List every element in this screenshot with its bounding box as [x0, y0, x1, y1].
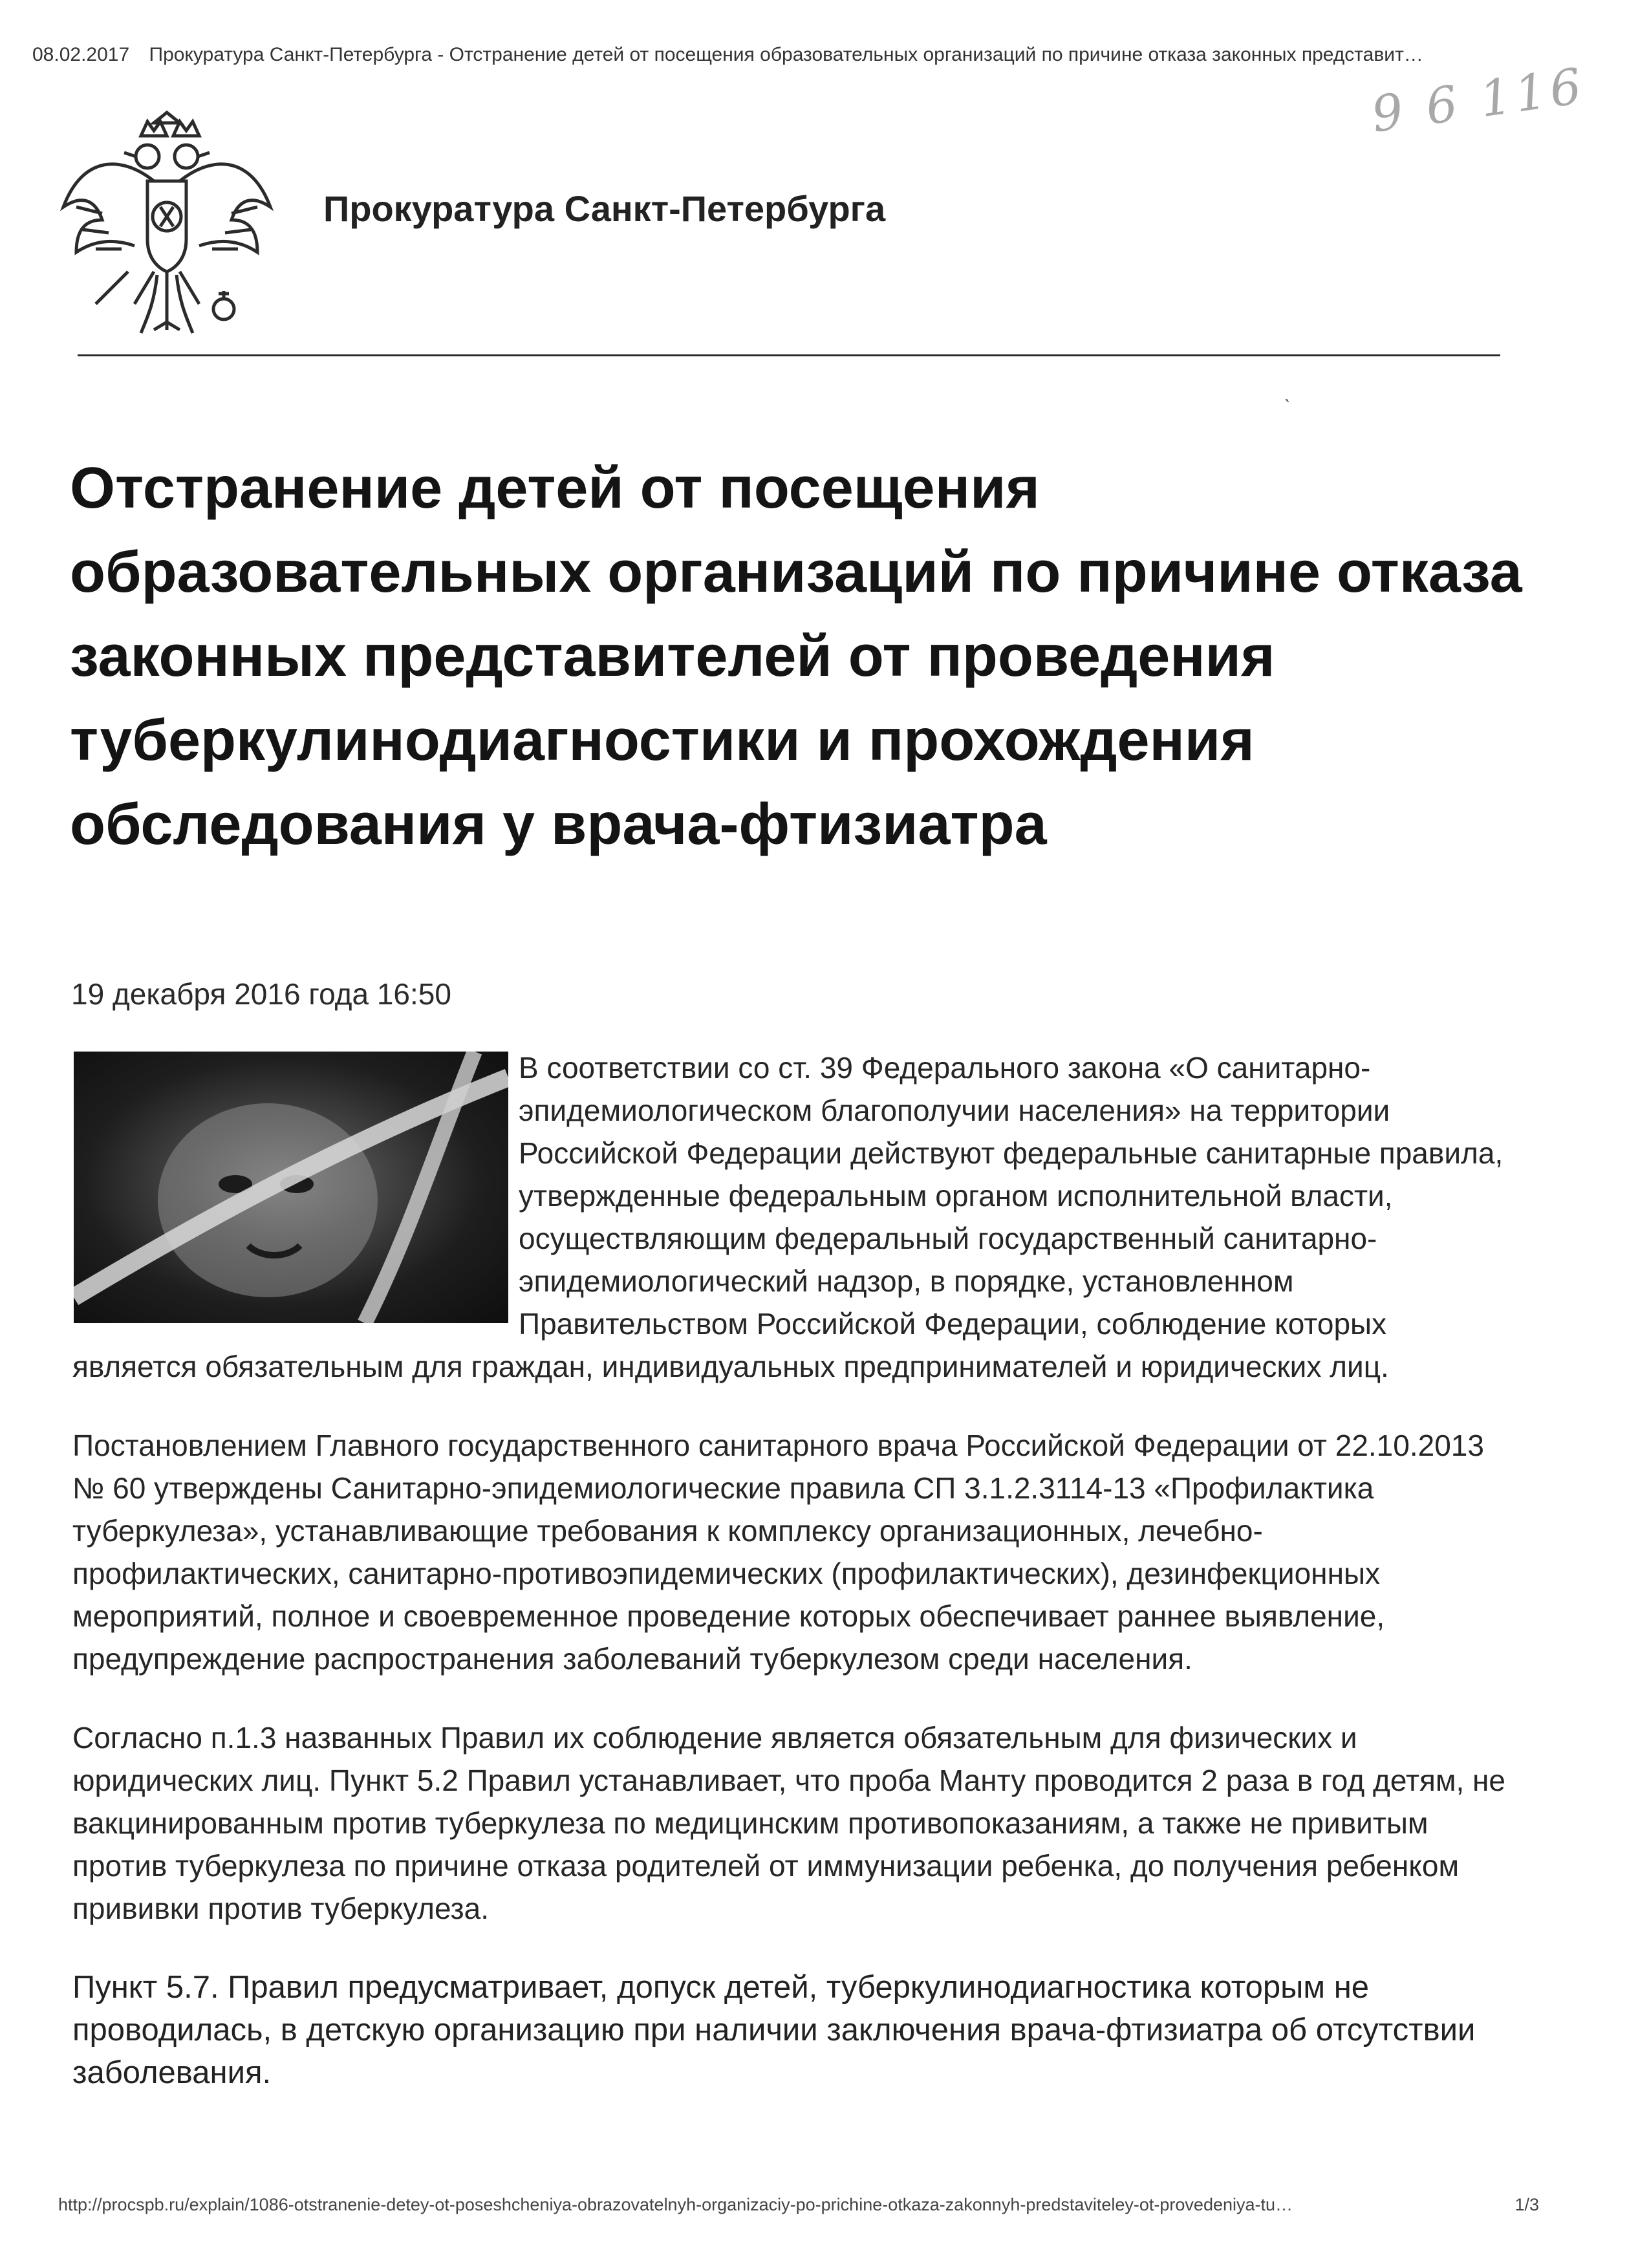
- article-paragraph-1: [72, 1046, 1514, 1388]
- print-header: [32, 44, 1520, 66]
- header-divider: [78, 354, 1500, 356]
- article-body: [72, 1046, 1514, 2130]
- page-url: http://procspb.ru/explain/1086-otstranenie-detey-ot-poseshcheniya-obrazovatelnyh-organizaciy-po-prichine-otkaza-zakonnyh-predstaviteley-ot-provedeniya-tu…: [58, 2195, 1293, 2214]
- print-footer: [58, 2195, 1539, 2219]
- double-headed-eagle-icon: [57, 110, 277, 343]
- article-paragraph-3: Согласно п.1.3 названных Правил их соблюдение является обязательным для физических и юридических лиц. Пункт 5.2 Правил устанавливает, что проба Манту проводится 2 раза в год детям, не вакцинированным против туберкулеза по медицинским противопоказаниям, а также не привитым против туберкулеза по причине отказа родителей от иммунизации ребенка, до получения ребенком прививки против туберкулеза.: [72, 1721, 1506, 1925]
- site-name: Прокуратура Санкт-Петербурга: [323, 188, 886, 229]
- article-date: 19 декабря 2016 года 16:50: [71, 977, 451, 1011]
- page-number: 1/3: [1514, 2195, 1539, 2214]
- photo-placeholder: [72, 1046, 519, 1324]
- article-paragraph-4: Пункт 5.7. Правил предусматривает, допуск детей, туберкулинодиагностика которым не проводилась, в детскую организацию при наличии заключения врача-фтизиатра об отсутствии заболевания.: [72, 1970, 1476, 2090]
- article-paragraph-1-text: В соответствии со ст. 39 Федерального закона «О санитарно-эпидемиологическом благополучии населения» на территории Российской Федерации действуют федеральные санитарные правила, утвержденные федеральным органом исполнительной власти, осуществляющим федеральный государственный санитарно-эпидемиологический надзор, в порядке, установленном Правительством Российской Федерации, соблюдение которых является обязательным для граждан, индивидуальных предпринимателей и юридических лиц.: [72, 1051, 1503, 1383]
- handwritten-note: 9 6 116: [1368, 56, 1589, 144]
- print-date: 08.02.2017: [32, 44, 130, 65]
- print-page-title: Прокуратура Санкт-Петербурга - Отстранение детей от посещения образовательных организаций по причине отказа законных представит…: [149, 44, 1423, 65]
- article-paragraph-2: Постановлением Главного государственного санитарного врача Российской Федерации от 22.10.2013 № 60 утверждены Санитарно-эпидемиологические правила СП 3.1.2.3114-13 «Профилактика туберкулеза», устанавливающие требования к комплексу организационных, лечебно-профилактических, санитарно-противоэпидемических (профилактических), дезинфекционных мероприятий, полное и своевременное проведение которых обеспечивает раннее выявление, предупреждение распространения заболеваний туберкулезом среди населения.: [72, 1429, 1484, 1676]
- scan-mark: ˋ: [1284, 396, 1291, 420]
- article-title: Отстранение детей от посещения образовательных организаций по причине отказа законных представителей от проведения туберкулинодиагностики и прохождения обследования у врача-фтизиатра: [70, 456, 1522, 857]
